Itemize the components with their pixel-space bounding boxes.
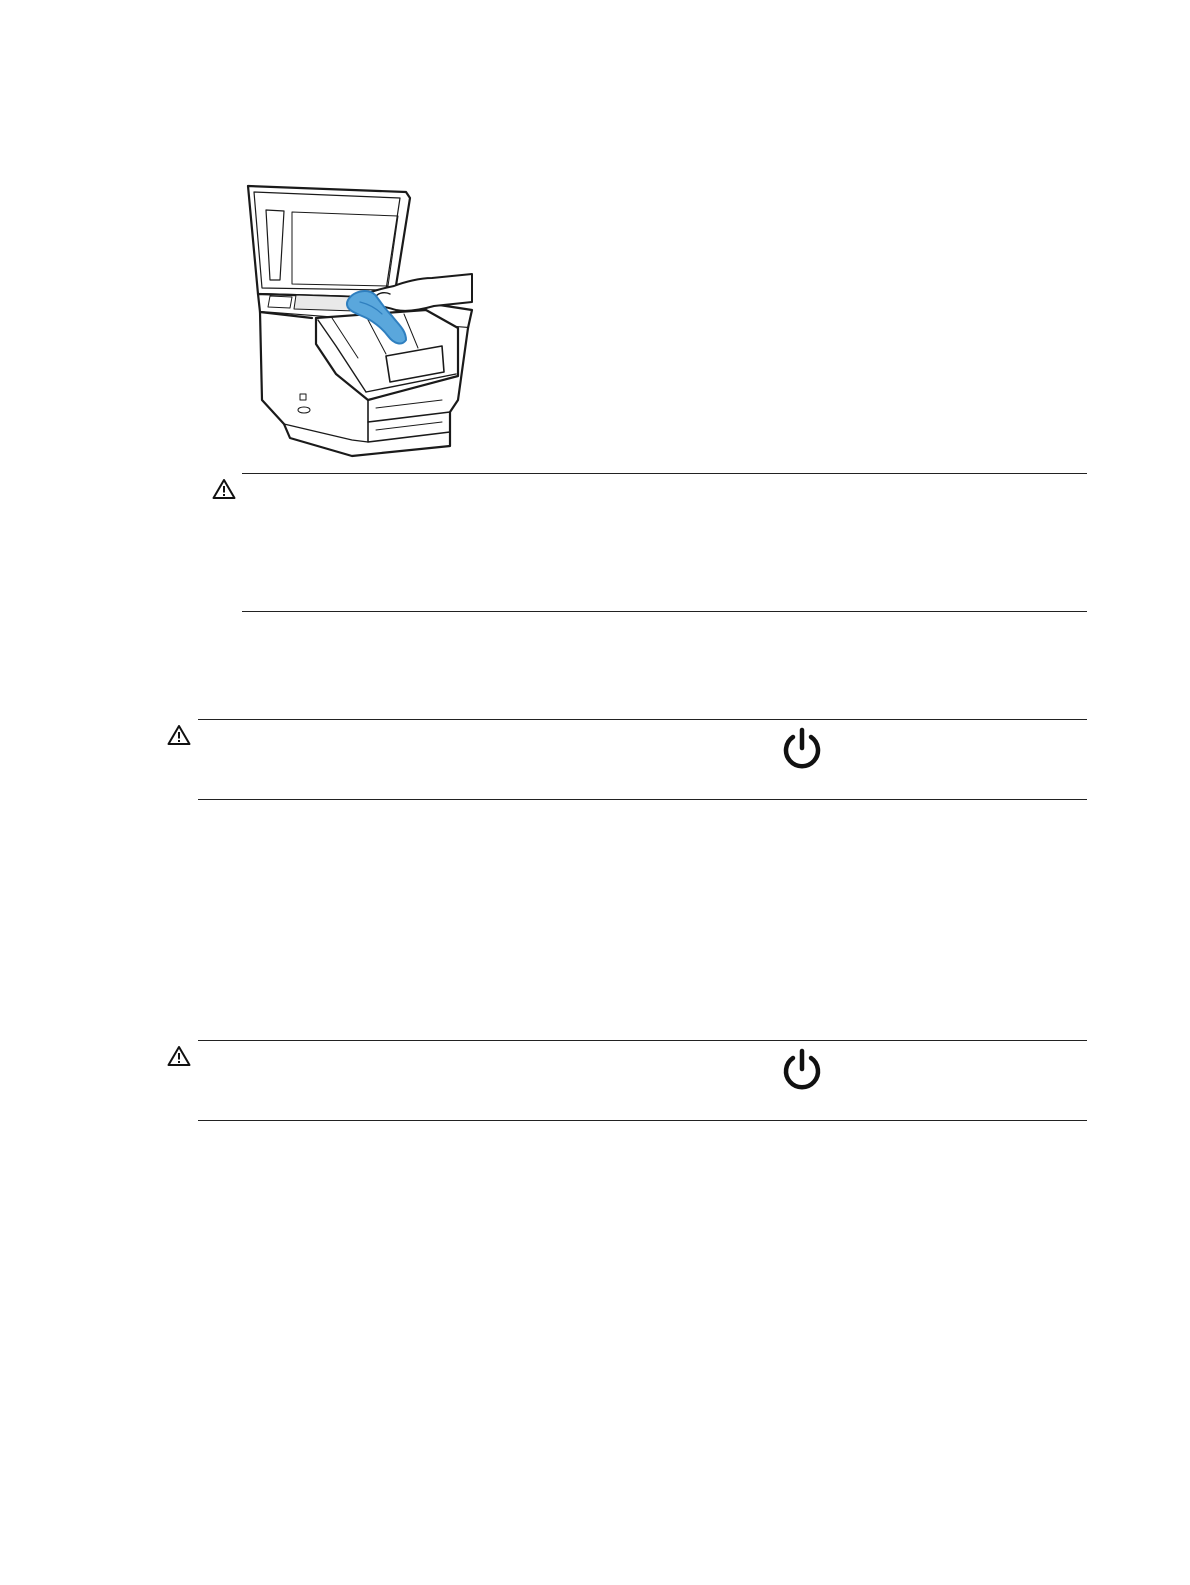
callout-3-top-rule	[198, 1040, 1087, 1041]
power-icon	[779, 727, 825, 773]
warning-triangle-icon	[167, 724, 191, 746]
callout-1-bottom-rule	[242, 611, 1087, 612]
callout-3-bottom-rule	[198, 1120, 1087, 1121]
warning-triangle-icon	[212, 478, 236, 500]
callout-1-top-rule	[242, 473, 1087, 474]
callout-2-top-rule	[198, 719, 1087, 720]
printer-scanner-glass-cleaning-illustration	[236, 178, 496, 470]
power-icon	[779, 1048, 825, 1094]
warning-triangle-icon	[167, 1045, 191, 1067]
callout-2-bottom-rule	[198, 799, 1087, 800]
